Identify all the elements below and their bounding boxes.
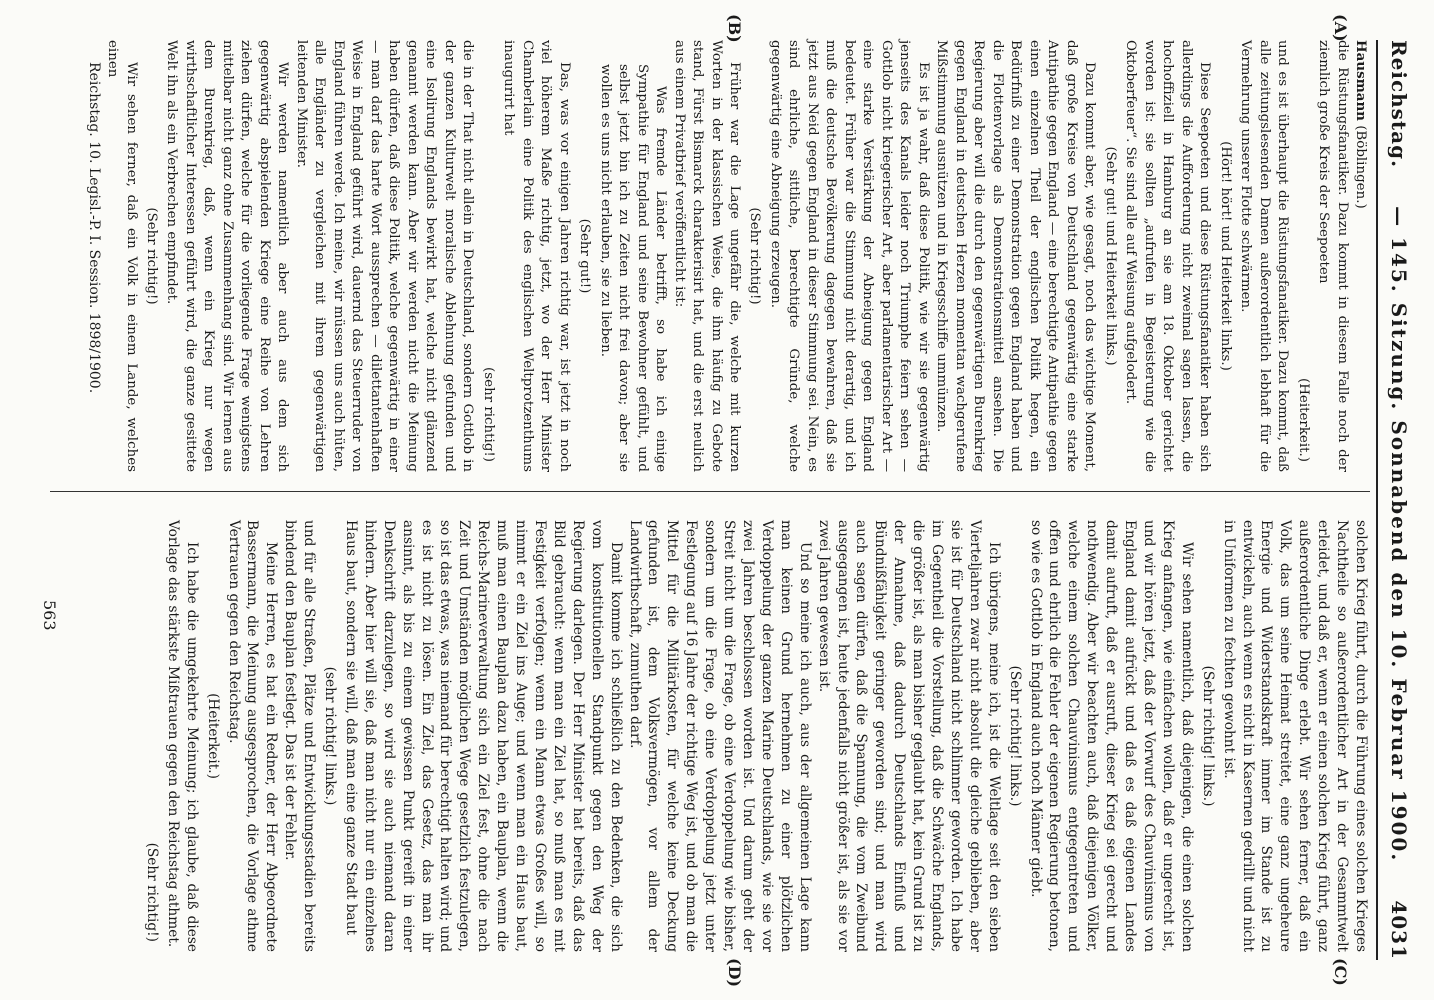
paragraph: Und so meine ich auch, aus der allgemeinen Lage kann man keinen Grund hernehmen zu einer plötzlichen Verdoppelung der ganzen Marine Deutschlands, wie sie vor zwei Jahren beschlossen worden ist. Und darum geht der Streit nicht um die Frage, ob eine Verdoppelung wie bisher, sondern um die Frage, ob eine Verdoppelung jetzt unter Festlegung auf 16 Jahre der richtige Weg ist, und ob man die Mittel für die Militärkosten, für welche keine Deckung gefunden ist, dem Volksvermögen, vor allem der Landwirthschaft, zumuthen darf. (626, 520, 813, 952)
paragraph: Es ist ja wahr, daß diese Politik, wie wir sie gegenwärtig jenseits des Kanals leider noch Triumphe feiern sehen — Gottlob nicht kriegerischer Art, aber parlamentarischer Art — eine starke Verstärkung der Abneigung gegen England bedeutet. Früher war die Stimmung nicht derartig, und ich muß die deutsche Bevölkerung dagegen bewahren, daß sie jetzt aus Neid gegen England in dieser Stimmung sei. Nein, es sind ehrliche, sittliche, berechtigte Gründe, welche gegenwärtig eine Abneigung erzeugen. (767, 40, 931, 472)
paragraph: die Rüstungsfanatiker. Dazu kommt in diesem Falle noch der ziemlich große Kreis der Seepoeten (1316, 40, 1350, 472)
paragraph: Ich habe die umgekehrte Meinung; ich glaube, daß diese Vorlage das stärkste Mißtrauen gegen den Reichstag athmet. (164, 520, 200, 952)
speaker-line (1351, 40, 1370, 472)
header-rule (1376, 40, 1378, 960)
margin-marker-b: (B) (725, 14, 744, 43)
paragraph: Meine Herren, es hat ein Redner, der Herr Abgeordnete Bassermann, die Meinung ausgesprochen, die Vorlage athme Vertrauen gegen den Reichstag. (225, 520, 280, 952)
paragraph: und für alle Straßen, Plätze und Entwicklungsstadien bereits bindend den Bauplan festlegt. Das ist der Fehler. (282, 520, 318, 952)
aside: (sehr richtig!) (480, 367, 496, 462)
speaker-name: Hausmann (1353, 40, 1369, 121)
paragraph: und es ist überhaupt die Rüstungsfanatiker. Dazu kommt, daß alle zeitungslesenden Damen außerordentlich lebhaft für die Vermehrung unserer Flotte schwärmen. (1238, 40, 1291, 472)
margin-marker-a: (A) (1331, 14, 1350, 42)
margin-marker-c: (C) (1331, 958, 1350, 986)
aside: (Hört! hört! und Heiterkeit links.) (1217, 141, 1233, 371)
header-page-number: 4031 (1387, 900, 1411, 960)
aside: (Heiterkeit.) (204, 693, 221, 779)
paragraph: Das, was vor einigen Jahren richtig war, ist jetzt in noch viel höherem Maße richtig, jetzt, wo der Herr Minister Chamberlain eine Politik des englischen Weltprotzenthums inaugurirt hat (501, 40, 572, 472)
aside: (Sehr richtig!) (143, 842, 160, 942)
paragraph: solchen Krieg führt, durch die Führung eines solchen Krieges Nachtheile so außerordentlicher Art in der Gesammtwelt erleidet, und daß er, wenn er einen solchen Krieg führt, ganz außerordentliche Dinge erlebt. Wir sehen ferner, daß ein Volk, das um seine Heimat streitet, eine ganz ungeheure Energie und Widerstandskraft immer im Stande ist zu entwickeln, auch wenn es nicht in Kasernen gedrillt und nicht in Uniformen zu fechten gewohnt ist. (1220, 520, 1369, 952)
header-title: — 145. Sitzung. Sonnabend den 10. Februar 1900. (1387, 206, 1411, 863)
aside: (Sehr richtig! links.) (1199, 665, 1216, 807)
left-column (84, 40, 1370, 472)
paragraph: Diese Seepoeten und diese Rüstungsfanatiker haben sich allerdings die Aufforderung nicht zweimal sagen lassen, die hochoffiziell in Hamburg an sie am 18. Oktober gerichtet worden ist: sie sollten „aufrufen in Begeisterung wie die Oktoberfeuer“. Sie sind alle auf Weisung aufgelodert. (1123, 40, 1213, 472)
quote-paragraph: Was fremde Länder betrifft, so habe ich einige Sympathie für England und seine Bewohner gefühlt, und selbst jetzt bin ich zu Zeiten nicht frei davon; aber sie wollen es uns nicht erlauben, sie zu lieben. (597, 64, 669, 472)
footer-page-number: 563 (40, 600, 59, 631)
aside: (Sehr richtig!) (144, 207, 159, 305)
speaker-place: (Böblingen.) (1353, 125, 1368, 209)
aside: (Sehr gut!) (577, 218, 593, 294)
margin-marker-d: (D) (725, 958, 744, 988)
aside: (Sehr richtig! links.) (1006, 665, 1023, 807)
aside: (Sehr gut! und Heiterkeit links.) (1102, 146, 1118, 366)
paragraph: Dazu kommt aber, wie gesagt, noch das wichtige Moment, daß große Kreise von Deutschland gegenwärtig eine starke Antipathie gegen England — eine berechtigte Antipathie gegen einen einzelnen Theil der englischen Politik hegen, ein Bedürfniß zu einer Demonstration gegen England haben und die Flottenvorlage als Demonstrationsmittel ansehen. Die Regierung aber will die durch den gegenwärtigen Burenkrieg gegen England in deutschen Herzen momentan wachgerufene Mißstimmung ausnützen und in Kriegsschiffe ummünzen. (934, 40, 1098, 472)
paragraph: Ich übrigens, meine ich, ist die Weltlage seit den sieben Vierteljahren zwar nicht absolut die gleiche geblieben, aber sie ist für Deutschland nicht schlimmer geworden. Ich habe im Gegentheil die Vorstellung, daß die Schwäche Englands, die größer ist, als man bisher geglaubt hat, kein Grund ist zu der Annahme, daß dadurch Deutschlands Einfluß und Bündnißfähigkeit geringer geworden sind; und man wird auch sagen dürfen, daß die Spannung, die vom Zweibund ausgegangen ist, heute jedenfalls nicht größer ist, als sie vor zwei Jahren gewesen ist. (815, 520, 1002, 952)
paragraph: Wir sehen ferner, daß ein Volk in einem Lande, welches einen (105, 40, 139, 472)
page-header (1382, 40, 1416, 960)
paragraph: Wir sehen namentlich, daß diejenigen, die einen solchen Krieg anfangen, wie einfachen wollen, daß er ungerecht ist, und wir hören jetzt, daß der Vorwurf des Chauvinismus von England damit aufrückt und daß es daß eigenen Landes damit aufruft, daß er ausruft, dieser Krieg sei gerecht und nothwendig. Aber wir beachten auch, daß diejenigen Völker, welche einem solchen Chauvinismus entgegentreten und offen und ehrlich die Fehler der eigenen Regierung betonen, so wie es Gottlob in England auch noch Männer giebt. (1027, 520, 1195, 952)
aside: (sehr richtig! links.) (322, 666, 339, 806)
paragraph: Damit komme ich schließlich zu den Bedenken, die sich vom konstitutionellen Standpunkt gegen den Weg der Regierung darlegen. Der Herr Minister hat bereits, daß das Bild gebraucht: wenn man ein Ziel hat, so muß man es mit Festigkeit verfolgen; wenn ein Mann etwas Großes will, so nimmt er ein Ziel ins Auge; und wenn man ein Haus baut, muß man einen Bauplan dazu haben, ein Bauplan, wenn die Reichs-Marineverwaltung sich ein Ziel fest, ohne die nach Zeit und Umständen möglichen Wege gesetzlich festzulegen, so ist das etwas, was niemand für berechtigt halten wird; und es ist nicht zu lösen. Ein Ziel, das Gesetz, das man ihr ansinnt, als bis zu einem gewissen Punkt gereift in einer Denkschrift darzulegen, so wird sie auch niemand daran hindern. Aber hier will sie, daß man nicht nur ein einzelnes Haus baut, sondern sie will, daß man eine ganze Stadt baut (342, 520, 624, 952)
paragraph: Wir werden namentlich aber auch aus dem sich gegenwärtig abspielenden Kriege eine Reihe von Lehren ziehen dürfen, welche für die vorliegende Frage wenigstens mittelbar nicht ganz ohne Zusammenhang sind. Wir lernen aus dem Burenkrieg, daß, wenn ein Krieg nur wegen wirthschaftlicher Interessen geführt wird, die ganze gesittete Welt ihn als ein Verbrechen empfindet. (164, 40, 291, 472)
header-left: Reichstag. (1387, 40, 1411, 169)
column-divider (50, 491, 1370, 492)
session-info: Reichstag. 10. Legisl.-P. I. Session. 1898/1900. (85, 62, 102, 394)
aside: (Heiterkeit.) (1295, 378, 1311, 462)
aside: (Sehr richtig!) (747, 207, 763, 305)
paragraph: Früher war die Lage ungefähr die, welche mit kurzen Worten in der klassischen Weise, die ihm häufig zu Gebote stand, Fürst Bismarck charakterisirt hat, und die erst neulich aus einem Privatbrief veröffentlicht ist: (671, 40, 743, 472)
paragraph: die in der That nicht allein in Deutschland, sondern Gottlob in der ganzen Kulturwelt moralische Ablehnung gefunden und eine Isolirung Englands bewirkt hat, welche nicht glänzend genannt werden kann. Aber wir werden nicht die Meinung haben dürfen, daß diese Politik, welche gegenwärtig in einer — man darf das harte Wort aussprechen — dilettantenhaften Weise in England geführt wird, dauernd das Steuerruder von England führen werde. Ich meine, wir müssen uns auch hüten, alle Engländer zu vergleichen mit ihrem gegenwärtigen leitenden Minister. (293, 40, 476, 472)
right-column (140, 520, 1370, 952)
